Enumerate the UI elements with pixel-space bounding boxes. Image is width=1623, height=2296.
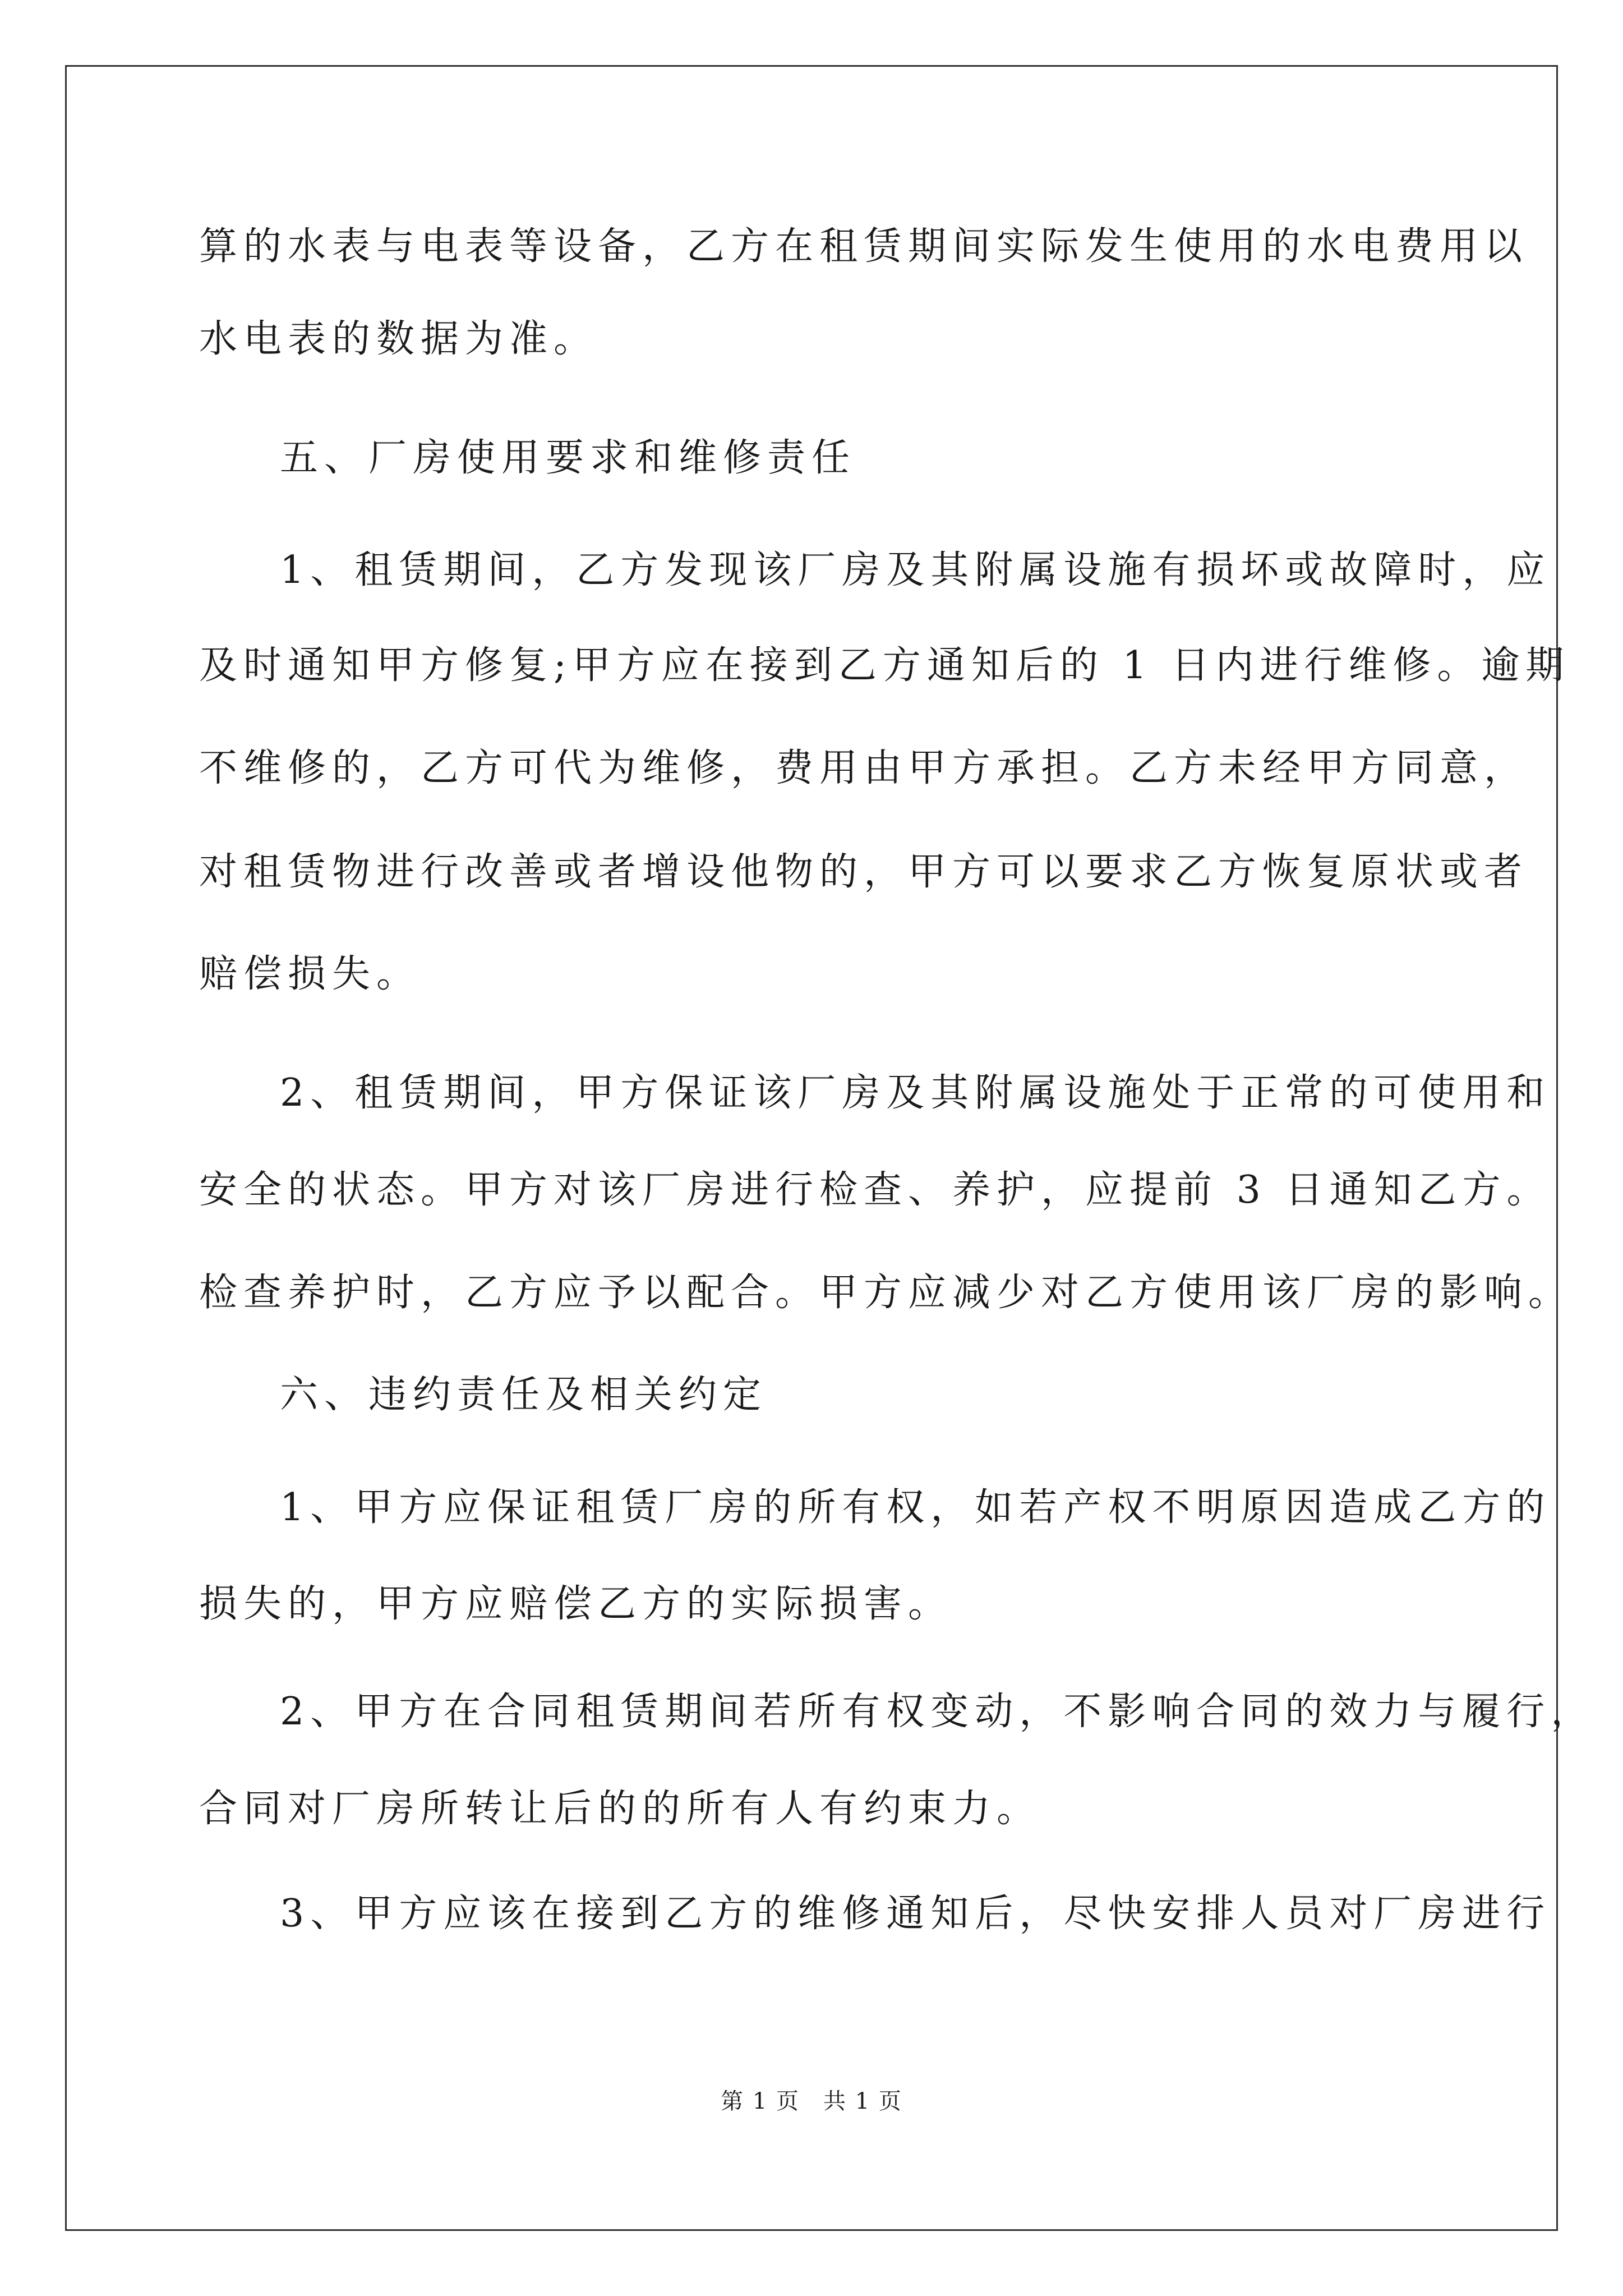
text-line: 3、甲方应该在接到乙方的维修通知后，尽快安排人员对厂房进行 (280, 1892, 1551, 1936)
text-line: 对租赁物进行改善或者增设他物的，甲方可以要求乙方恢复原状或者 (199, 850, 1529, 894)
text-line: 算的水表与电表等设备，乙方在租赁期间实际发生使用的水电费用以 (199, 224, 1529, 269)
text-line: 合同对厂房所转让后的的所有人有约束力。 (199, 1787, 1041, 1831)
text-line: 检查养护时，乙方应予以配合。甲方应减少对乙方使用该厂房的影响。 (199, 1271, 1573, 1315)
text-line: 1、租赁期间，乙方发现该厂房及其附属设施有损坏或故障时，应 (280, 548, 1551, 592)
text-line: 安全的状态。甲方对该厂房进行检查、养护，应提前 3 日通知乙方。 (199, 1168, 1551, 1212)
section-heading: 六、违约责任及相关约定 (280, 1373, 768, 1417)
section-heading: 五、厂房使用要求和维修责任 (280, 436, 856, 480)
page-footer: 第 1 页 共 1 页 (721, 2088, 902, 2114)
text-line: 2、租赁期间，甲方保证该厂房及其附属设施处于正常的可使用和 (280, 1071, 1551, 1115)
text-line: 2、甲方在合同租赁期间若所有权变动，不影响合同的效力与履行， (280, 1690, 1596, 1734)
text-line: 1、甲方应保证租赁厂房的所有权，如若产权不明原因造成乙方的 (280, 1485, 1551, 1530)
text-line: 不维修的，乙方可代为维修，费用由甲方承担。乙方未经甲方同意， (199, 746, 1529, 790)
text-line: 损失的，甲方应赔偿乙方的实际损害。 (199, 1582, 953, 1626)
text-line: 赔偿损失。 (199, 952, 421, 996)
text-line: 及时通知甲方修复;甲方应在接到乙方通知后的 1 日内进行维修。逾期 (199, 643, 1570, 688)
text-line: 水电表的数据为准。 (199, 317, 598, 361)
